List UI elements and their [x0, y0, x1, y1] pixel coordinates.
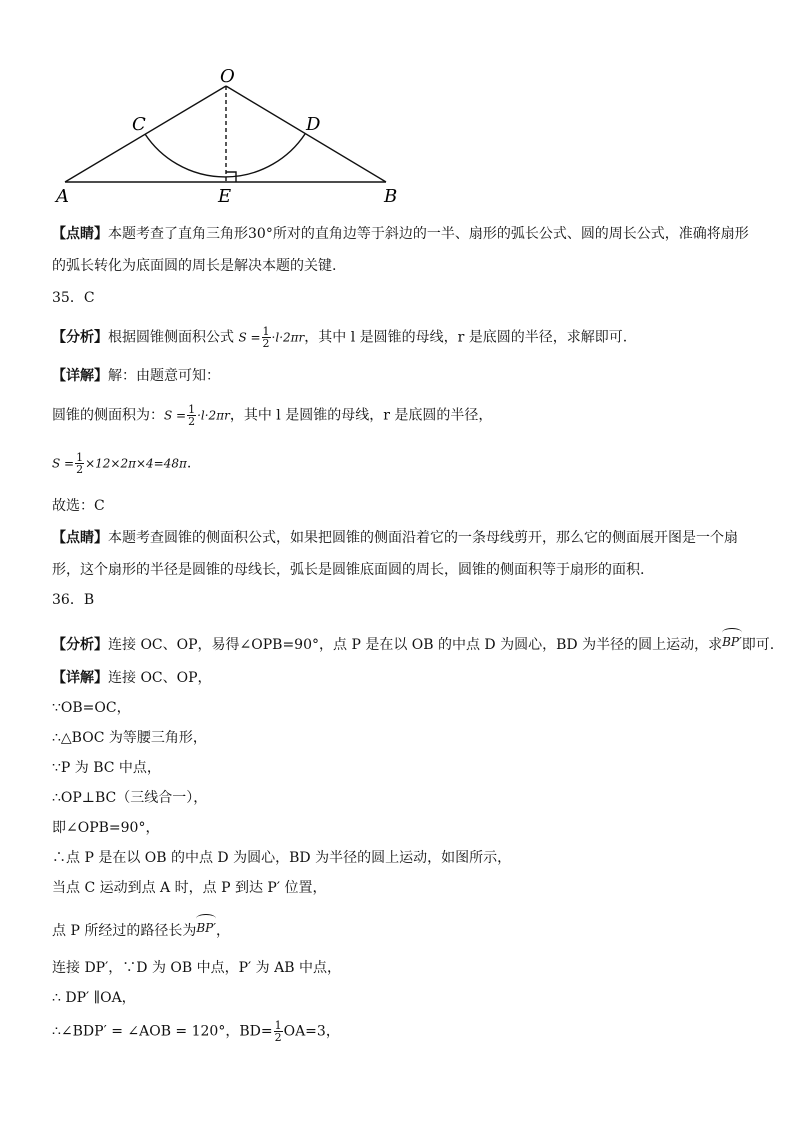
- q36-detail: [52, 668, 212, 688]
- label-d: D: [306, 114, 321, 135]
- q36-answer: 36．B: [52, 592, 95, 608]
- q35-area-rhs: ·l·2πr: [197, 408, 230, 423]
- q35-area-post: ，其中 l 是圆锥的母线，r 是底圆的半径，: [229, 407, 493, 424]
- q35-analysis-pre: 根据圆锥侧面积公式: [108, 329, 234, 346]
- q36-detail-tag: 【详解】: [52, 670, 108, 686]
- q35-area-pre: 圆锥的侧面积为：: [52, 407, 164, 424]
- frac-den: 2: [76, 463, 84, 476]
- q35-tip-line2: 形，这个扇形的半径是圆锥的母线长，弧长是圆锥底面圆的周长，圆锥的侧面积等于扇形的面积.: [52, 562, 645, 578]
- triangle-figure: [0, 0, 800, 210]
- q36-step-11-pre: ∴∠BDP′ = ∠AOB = 120°，BD=: [52, 1023, 273, 1040]
- frac-num: 1: [188, 403, 196, 416]
- frac-num: 1: [274, 1019, 282, 1032]
- p1-line1: [52, 224, 749, 244]
- label-e: E: [218, 186, 232, 207]
- q36-analysis-end: 即可.: [741, 637, 775, 653]
- q36-step-6: ∴点 P 是在以 OB 的中点 D 为圆心，BD 为半径的圆上运动，如图所示，: [52, 850, 512, 866]
- q35-analysis-tag: 【分析】: [52, 329, 108, 346]
- frac-num: 1: [76, 451, 84, 464]
- q35-tip-text1: 本题考查圆锥的侧面积公式，如果把圆锥的侧面沿着它的一条母线剪开，那么它的侧面展开图是一个扇: [108, 530, 738, 546]
- label-c: C: [132, 114, 146, 135]
- q35-choice: 故选：C: [52, 498, 105, 514]
- q36-step-4: ∴OP⊥BC（三线合一），: [52, 790, 208, 806]
- q36-step-8-post: ，: [215, 923, 230, 939]
- arc-cd: [145, 134, 305, 177]
- q36-step-5: 即∠OPB=90°，: [52, 820, 160, 836]
- q36-step-1: ∵OB=OC，: [52, 700, 131, 716]
- q36-step-2: ∴△BOC 为等腰三角形，: [52, 730, 207, 746]
- q35-calc: [52, 452, 191, 475]
- q35-tip-tag: 【点睛】: [52, 530, 108, 546]
- q35-detail-tag: 【详解】: [52, 368, 108, 384]
- arc-bp-prime: BP′: [722, 628, 742, 652]
- q35-calc-frac: [75, 452, 84, 475]
- q35-analysis-post: ，其中 l 是圆锥的母线，r 是底圆的半径，求解即可.: [304, 329, 628, 346]
- q36-analysis: [52, 628, 774, 655]
- q35-formula-lhs: S =: [238, 330, 261, 345]
- label-o: O: [220, 66, 235, 87]
- q35-detail: [52, 366, 220, 386]
- p1-line2: 的弧长转化为底面圆的周长是解决本题的关键.: [52, 258, 337, 274]
- q35-area-frac: [187, 404, 196, 427]
- p1-text1: 本题考查了直角三角形30°所对的直角边等于斜边的一半、扇形的弧长公式、圆的周长公式，准确将扇形: [108, 226, 749, 242]
- q35-area-lhs: S =: [164, 408, 187, 423]
- q36-step-11: [52, 1020, 340, 1043]
- q35-analysis: [52, 326, 627, 349]
- q35-formula-frac: [262, 326, 271, 349]
- q36-step-9: 连接 DP′，∵D 为 OB 中点，P′ 为 AB 中点，: [52, 960, 341, 976]
- q35-calc-end: .: [186, 455, 192, 472]
- q36-step-8-pre: 点 P 所经过的路径长为: [52, 923, 197, 939]
- frac-num: 1: [262, 325, 270, 338]
- q36-analysis-text: 连接 OC、OP，易得∠OPB=90°，点 P 是在以 OB 的中点 D 为圆心，BD 为半径的圆上运动，求: [108, 637, 723, 653]
- arc-bp-prime-2: BP′: [196, 914, 216, 938]
- frac-den: 2: [262, 337, 270, 350]
- q35-area: [52, 404, 492, 427]
- q35-formula-rhs: ·l·2πr: [271, 330, 305, 345]
- q36-detail-text: 连接 OC、OP，: [108, 670, 212, 686]
- q36-step-10: ∴ DP′ ∥OA，: [52, 990, 136, 1006]
- q35-answer: 35．C: [52, 290, 95, 306]
- q35-calc-lhs: S =: [52, 456, 75, 471]
- q35-detail-text: 解：由题意可知：: [108, 368, 220, 384]
- q36-step-11-post: OA=3，: [283, 1023, 340, 1040]
- q35-calc-rhs: ×12×2π×4=48π: [85, 456, 187, 471]
- p1-tag: 【点睛】: [52, 226, 108, 242]
- q36-step-7: 当点 C 运动到点 A 时，点 P 到达 P′ 位置，: [52, 880, 327, 896]
- label-a: A: [56, 186, 69, 207]
- q36-step-8: [52, 914, 230, 941]
- q36-step-3: ∵P 为 BC 中点，: [52, 760, 161, 776]
- q35-tip-line1: [52, 528, 738, 548]
- label-b: B: [384, 186, 398, 207]
- q36-analysis-tag: 【分析】: [52, 637, 108, 653]
- frac-den: 2: [188, 415, 196, 428]
- q36-step-11-frac: [274, 1020, 283, 1043]
- frac-den: 2: [274, 1031, 282, 1044]
